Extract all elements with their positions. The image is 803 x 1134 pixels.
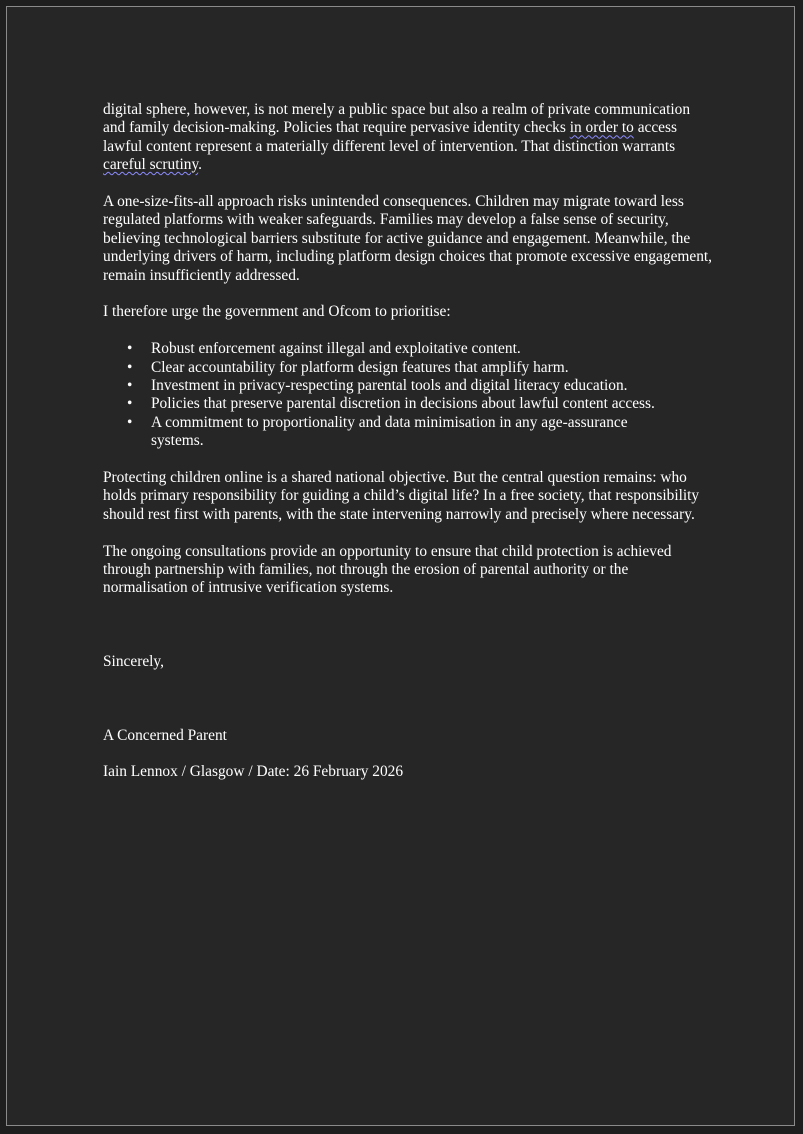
signature: A Concerned Parent [103,726,227,744]
list-item: • Policies that preserve parental discretion in decisions about lawful content access. [151,395,713,413]
spacer [103,598,713,653]
paragraph-shared-objective: Protecting children online is a shared national objective. But the central question remains: who holds primary responsibility for guiding a child’s digital life? In a free society, that responsibility should rest first with parents, with the state intervening narrowly and precisely where necessary. [103,469,700,523]
paragraph-digital-sphere [103,101,713,175]
letter-body [103,101,713,782]
list-item: • Clear accountability for platform design features that amplify harm. [151,359,713,377]
list-item: • Robust enforcement against illegal and exploitative content. [151,340,713,358]
grammar-flag-careful-scrutiny[interactable]: careful scrutiny [103,156,199,174]
document-page [6,6,795,1126]
list-item: • Investment in privacy-respecting parental tools and digital literacy education. [151,377,713,395]
grammar-flag-in-order-to[interactable]: in order to [569,119,634,137]
closing: Sincerely, [103,653,164,671]
paragraph-text: . [198,156,203,174]
spacer [103,285,713,303]
priority-list [103,340,713,450]
spacer [103,671,713,726]
spacer [103,524,713,542]
paragraph-one-size-fits-all: A one-size-fits-all approach risks unintended consequences. Children may migrate toward less regulated platforms with weaker safeguards. Families may develop a false sense of security, believing technological barriers substitute for active guidance and engagement. Meanwhile, the underlying drivers of harm, including platform design choices that promote excessive engagement, remain insufficiently addressed. [103,193,713,284]
spacer [103,322,713,340]
author-location-date: Iain Lennox / Glasgow / Date: 26 February 2026 [103,763,404,781]
list-item: • A commitment to proportionality and data minimisation in any age-assurance systems. [151,414,713,451]
paragraph-consultations: The ongoing consultations provide an opportunity to ensure that child protection is achieved through partnership with families, not through the erosion of parental authority or the normalisation of intrusive verification systems. [103,542,672,597]
spacer [103,745,713,763]
paragraph-urge: I therefore urge the government and Ofcom to prioritise: [103,303,451,321]
spacer [103,451,713,469]
paragraph-text: access lawful content represent a materially different level of intervention. That distinction warrants [103,119,677,155]
spacer [103,175,713,193]
paragraph-text: digital sphere, however, is not merely a public space but also a realm of private communication and family decision-making. Policies that require pervasive identity checks [103,101,691,137]
